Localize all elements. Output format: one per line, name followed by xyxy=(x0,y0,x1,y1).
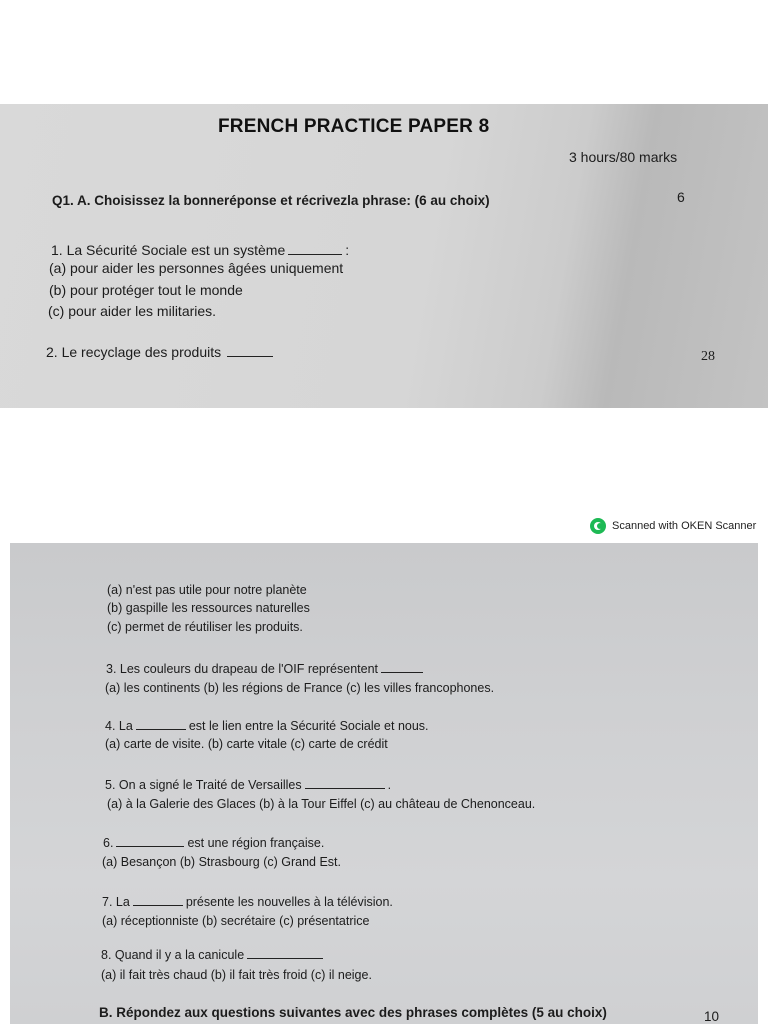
question-2-option-a: (a) n'est pas utile pour notre planète xyxy=(107,583,307,597)
answer-blank xyxy=(247,949,323,959)
question-8-stem xyxy=(101,948,326,962)
question-1-option-c: (c) pour aider les militaries. xyxy=(48,303,217,319)
scanner-watermark-text: Scanned with OKEN Scanner xyxy=(612,520,757,532)
question-5-stem xyxy=(105,778,391,792)
question-2-option-b: (b) gaspille les ressources naturelles xyxy=(107,601,310,615)
question-3-stem xyxy=(106,662,426,676)
question-1-option-b: (b) pour protéger tout le monde xyxy=(49,282,243,298)
answer-blank xyxy=(133,896,183,906)
question-5-stem-period: . xyxy=(387,778,392,792)
answer-blank xyxy=(381,663,423,673)
paper-title: FRENCH PRACTICE PAPER 8 xyxy=(218,116,490,137)
question-6-stem-text-b: est une région française. xyxy=(187,836,325,850)
question-1-stem xyxy=(51,242,349,258)
answer-blank xyxy=(305,779,385,789)
answer-blank xyxy=(288,245,342,255)
section-a-marks: 6 xyxy=(677,189,685,205)
section-b-heading: B. Répondez aux questions suivantes avec des phrases complètes (5 au choix) xyxy=(99,1005,607,1020)
question-5-stem-text: 5. On a signé le Traité de Versailles xyxy=(105,778,302,792)
question-5-options: (a) à la Galerie des Glaces (b) à la Tour Eiffel (c) au château de Chenonceau. xyxy=(107,797,536,811)
question-4-stem xyxy=(105,719,429,733)
question-1-stem-text: 1. La Sécurité Sociale est un système xyxy=(51,242,286,258)
question-7-stem-text-a: 7. La xyxy=(102,895,130,909)
question-6-stem-text-a: 6. xyxy=(103,836,114,850)
question-2-stem-text: 2. Le recyclage des produits xyxy=(46,344,222,360)
question-3-options: (a) les continents (b) les régions de France (c) les villes francophones. xyxy=(105,681,495,695)
question-4-stem-text-a: 4. La xyxy=(105,719,133,733)
duration-marks: 3 hours/80 marks xyxy=(569,149,678,165)
question-6-options: (a) Besançon (b) Strasbourg (c) Grand Est. xyxy=(102,855,341,869)
section-a-heading: Q1. A. Choisissez la bonneréponse et récrivezla phrase: (6 au choix) xyxy=(52,193,490,208)
question-3-stem-text: 3. Les couleurs du drapeau de l'OIF représentent xyxy=(106,662,378,676)
question-4-options: (a) carte de visite. (b) carte vitale (c) carte de crédit xyxy=(105,737,388,751)
answer-blank xyxy=(116,837,184,847)
page-number: 28 xyxy=(701,349,715,364)
question-7-stem-text-b: présente les nouvelles à la télévision. xyxy=(185,895,393,909)
question-1-option-a: (a) pour aider les personnes âgées uniquement xyxy=(49,260,344,276)
scanned-page-bottom xyxy=(10,543,758,1024)
answer-blank xyxy=(136,720,186,730)
question-8-stem-text: 8. Quand il y a la canicule xyxy=(101,948,245,962)
question-7-stem xyxy=(102,895,393,909)
section-b-marks: 10 xyxy=(704,1009,720,1024)
question-6-stem xyxy=(103,836,324,850)
scanned-page-top xyxy=(0,104,768,408)
question-4-stem-text-b: est le lien entre la Sécurité Sociale et nous. xyxy=(188,719,429,733)
question-2-option-c: (c) permet de réutiliser les produits. xyxy=(107,620,303,634)
question-8-options: (a) il fait très chaud (b) il fait très froid (c) il neige. xyxy=(101,968,372,982)
answer-blank xyxy=(227,347,273,357)
question-1-stem-colon: : xyxy=(345,242,350,258)
scanner-watermark xyxy=(590,518,756,534)
question-2-stem xyxy=(46,344,276,360)
oken-scanner-logo-icon xyxy=(590,518,606,534)
question-7-options: (a) réceptionniste (b) secrétaire (c) présentatrice xyxy=(102,914,370,928)
